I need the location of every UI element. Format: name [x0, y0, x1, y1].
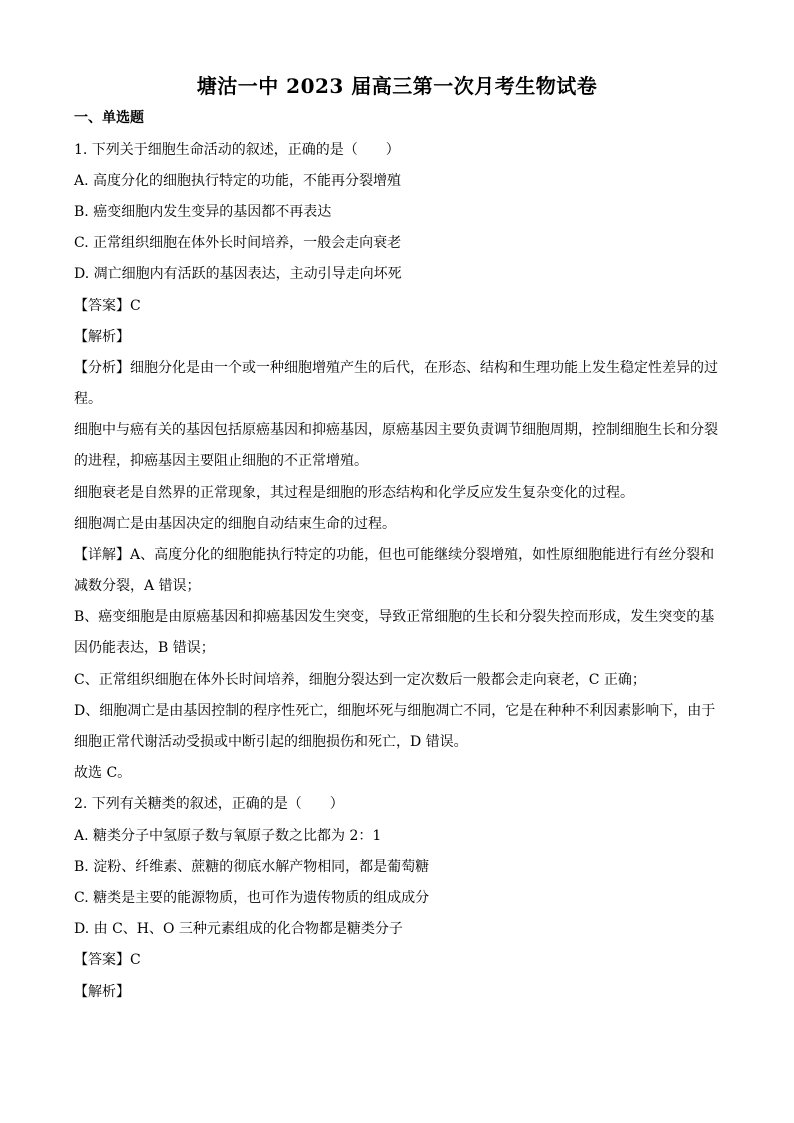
q2-option-d: D. 由 C、H、O 三种元素组成的化合物都是糖类分子 — [74, 921, 403, 937]
q1-xiangjie-d-line1: D、细胞凋亡是由基因控制的程序性死亡，细胞坏死与细胞凋亡不同，它是在种种不利因素影响下，由于 — [74, 703, 716, 719]
q1-answer: 【答案】C — [74, 298, 141, 314]
q1-fenxi-line2: 程。 — [74, 391, 102, 407]
q2-answer: 【答案】C — [74, 952, 141, 968]
q1-stem: 1. 下列关于细胞生命活动的叙述，正确的是（ ） — [74, 142, 400, 158]
page-title: 塘沽一中 2023 届高三第一次月考生物试卷 — [196, 74, 598, 98]
q1-para2-line2: 的进程，抑癌基因主要阻止细胞的不正常增殖。 — [74, 453, 368, 469]
q1-para2-line1: 细胞中与癌有关的基因包括原癌基因和抑癌基因，原癌基因主要负责调节细胞周期，控制细胞生长和分裂 — [74, 422, 718, 438]
q2-analysis-label: 【解析】 — [74, 984, 130, 1000]
q1-xiangjie-b-line1: B、癌变细胞是由原癌基因和抑癌基因发生突变，导致正常细胞的生长和分裂失控而形成，发生突变的基 — [74, 609, 715, 625]
q1-xiangjie-line1: 【详解】A、高度分化的细胞能执行特定的功能，但也可能继续分裂增殖，如性原细胞能进行有丝分裂和 — [74, 547, 715, 563]
q1-para4: 细胞凋亡是由基因决定的细胞自动结束生命的过程。 — [74, 516, 396, 532]
q1-option-c: C. 正常组织细胞在体外长时间培养，一般会走向衰老 — [74, 235, 402, 251]
q2-option-b: B. 淀粉、纤维素、蔗糖的彻底水解产物相同，都是葡萄糖 — [74, 859, 430, 875]
q2-option-a: A. 糖类分子中氢原子数与氧原子数之比都为 2：1 — [74, 828, 382, 844]
q1-option-d: D. 凋亡细胞内有活跃的基因表达，主动引导走向坏死 — [74, 266, 402, 282]
q1-option-a: A. 高度分化的细胞执行特定的功能，不能再分裂增殖 — [74, 173, 402, 189]
q2-stem: 2. 下列有关糖类的叙述，正确的是（ ） — [74, 796, 344, 812]
q1-conclusion: 故选 C。 — [74, 765, 132, 781]
q1-xiangjie-b-line2: 因仍能表达，B 错误； — [74, 640, 215, 656]
q1-fenxi-line1: 【分析】细胞分化是由一个或一种细胞增殖产生的后代，在形态、结构和生理功能上发生稳定性差异的过 — [74, 360, 718, 376]
q1-xiangjie-line2: 减数分裂，A 错误； — [74, 578, 201, 594]
q1-option-b: B. 癌变细胞内发生变异的基因都不再表达 — [74, 204, 332, 220]
section-heading: 一、单选题 — [74, 110, 144, 126]
q1-para3: 细胞衰老是自然界的正常现象，其过程是细胞的形态结构和化学反应发生复杂变化的过程。 — [74, 485, 634, 501]
q1-xiangjie-d-line2: 细胞正常代谢活动受损或中断引起的细胞损伤和死亡，D 错误。 — [74, 734, 468, 750]
q1-xiangjie-c: C、正常组织细胞在体外长时间培养，细胞分裂达到一定次数后一般都会走向衰老，C 正确； — [74, 672, 646, 688]
q1-analysis-label: 【解析】 — [74, 329, 130, 345]
q2-option-c: C. 糖类是主要的能源物质，也可作为遗传物质的组成成分 — [74, 890, 430, 906]
